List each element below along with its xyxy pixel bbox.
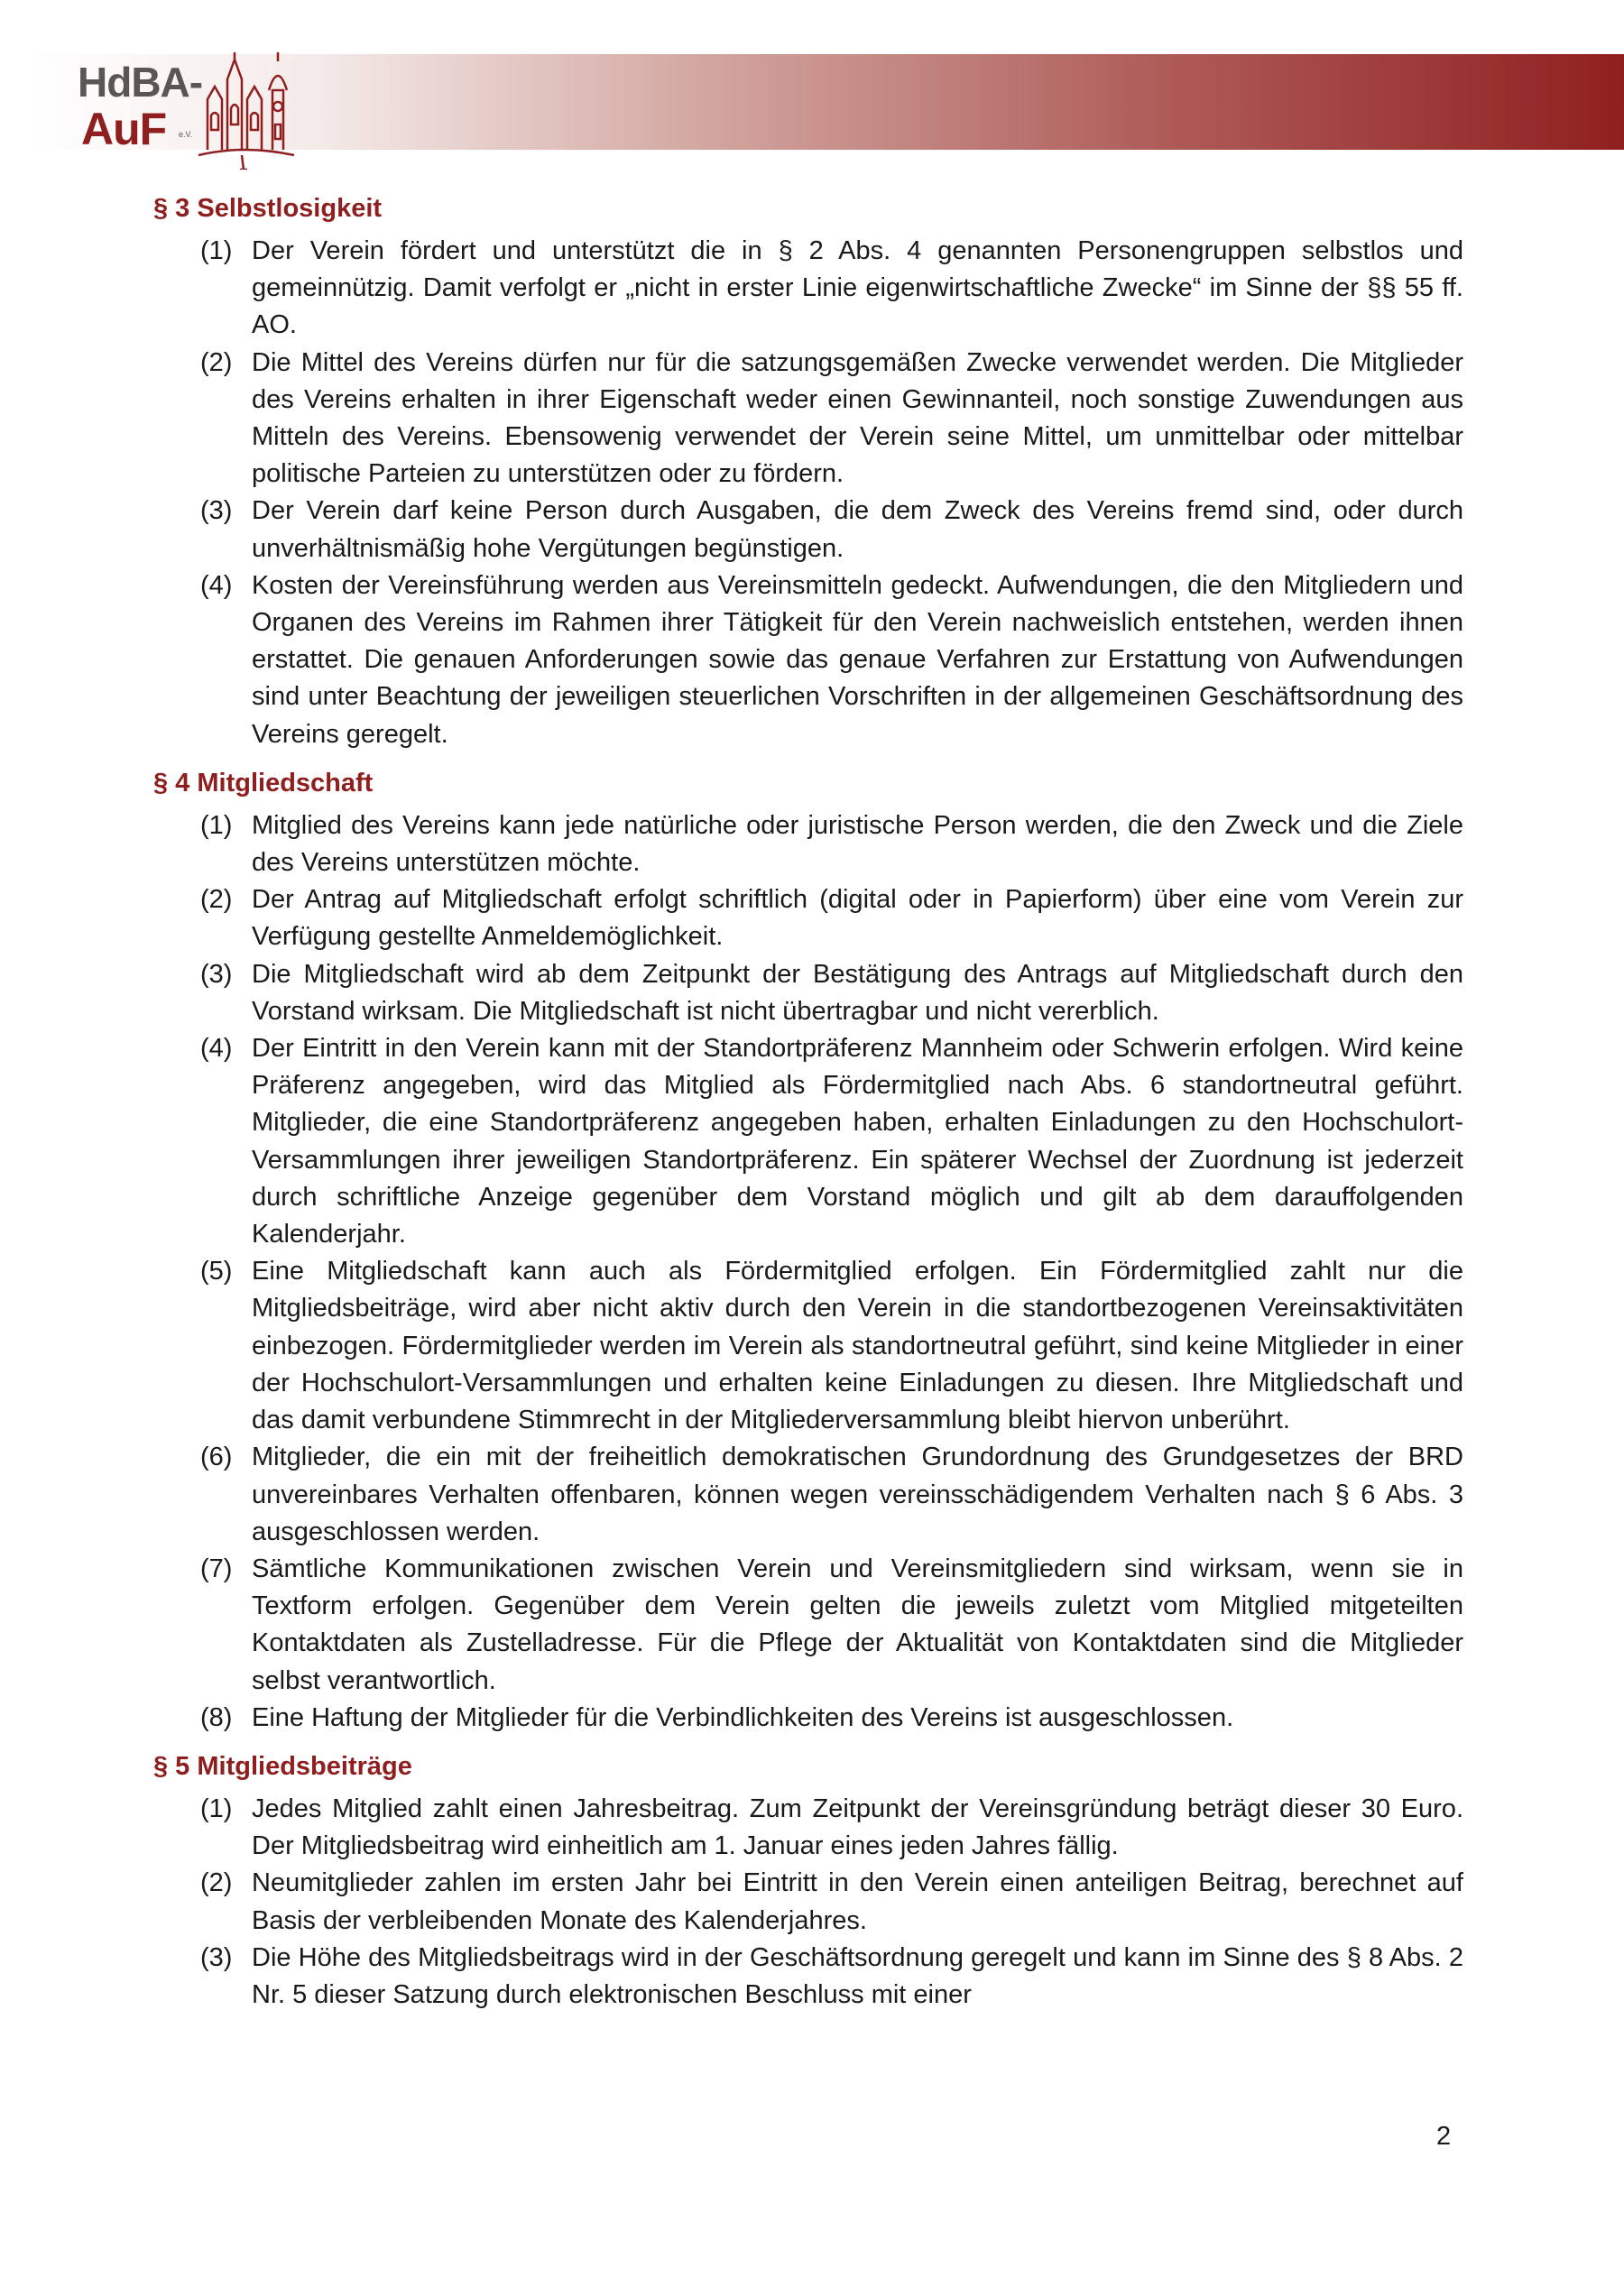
item-number: (3) [200, 496, 233, 526]
document-body [153, 186, 1463, 2021]
list-item [153, 567, 1463, 753]
item-number: (1) [200, 1793, 233, 1823]
list-item [153, 493, 1463, 567]
item-text: Eine Haftung der Mitglieder für die Verbindlichkeiten des Vereins ist ausgeschlossen. [252, 1702, 1234, 1732]
item-text: Der Verein darf keine Person durch Ausgaben, die dem Zweck des Vereins fremd sind, oder durch unverhältnismäßig hohe Vergütungen begünstigen. [252, 496, 1463, 563]
section-4 [153, 761, 1463, 1737]
section-heading: § 3 Selbstlosigkeit [153, 194, 383, 223]
item-number: (1) [200, 236, 233, 265]
item-text: Die Mittel des Vereins dürfen nur für die satzungsgemäßen Zwecke verwendet werden. Die Mitglieder des Vereins erhalten in ihrer Eigenschaft weder einen Gewinnanteil, noch sonstige Zuwendungen aus Mitteln des Vereins. Ebensowenig verwendet der Verein seine Mittel, um unmittelbar oder mittelbar politische Parteien zu unterstützen oder zu fördern. [252, 347, 1463, 489]
item-number: (2) [200, 885, 233, 915]
item-text: Eine Mitgliedschaft kann auch als Fördermitglied erfolgen. Ein Fördermitglied zahlt nur die Mitgliedsbeiträge, wird aber nicht aktiv durch den Verein in die standortbezogenen Vereinsaktivitäten einbezogen. Fördermitglieder werden im Verein als standortneutral geführt, sind keine Mitglieder in einer der Hochschulort-Versammlungen und erhalten keine Einladungen zu diesen. Ihre Mitgliedschaft und das damit verbundene Stimmrecht in der Mitgliederversammlung bleibt hiervon unberührt. [252, 1257, 1463, 1435]
item-text: Mitglied des Vereins kann jede natürliche oder juristische Person werden, die den Zweck und die Ziele des Vereins unterstützen möchte. [252, 810, 1463, 878]
logo-text-suffix: e.V. [179, 130, 193, 139]
list-item [153, 345, 1463, 493]
item-text: Der Verein fördert und unterstützt die in § 2 Abs. 4 genannten Personengruppen selbstlos und gemeinnützig. Damit verfolgt er „nicht in erster Linie eigenwirtschaftliche Zwecke“ im Sinne der §§ 55 ff. AO. [252, 236, 1463, 340]
item-number: (4) [200, 1034, 233, 1064]
list-item [153, 1253, 1463, 1439]
paragraph-list [153, 233, 1463, 753]
list-item [153, 881, 1463, 955]
list-item [153, 1700, 1463, 1737]
list-item [153, 1940, 1463, 2014]
item-number: (3) [200, 1942, 233, 1972]
section-5 [153, 1744, 1463, 2014]
list-item [153, 807, 1463, 881]
section-heading: § 5 Mitgliedsbeiträge [153, 1751, 412, 1781]
list-item [153, 233, 1463, 345]
item-number: (1) [200, 810, 233, 840]
item-number: (5) [200, 1257, 233, 1286]
item-text: Mitglieder, die ein mit der freiheitlich demokratischen Grundordnung des Grundgesetzes der BRD unvereinbares Verhalten offenbaren, können wegen vereinsschädigendem Verhalten nach § 6 Abs. 3 ausgeschlossen werden. [252, 1443, 1463, 1546]
item-number: (2) [200, 1868, 233, 1898]
item-text: Die Mitgliedschaft wird ab dem Zeitpunkt der Bestätigung des Antrags auf Mitgliedschaft durch den Vorstand wirksam. Die Mitgliedschaft ist nicht übertragbar und nicht vererblich. [252, 959, 1463, 1026]
logo-text-line1: HdBA- [78, 59, 203, 106]
item-number: (2) [200, 347, 233, 377]
list-item [153, 1791, 1463, 1865]
item-number: (3) [200, 959, 233, 989]
section-heading: § 4 Mitgliedschaft [153, 768, 374, 798]
item-number: (4) [200, 570, 233, 600]
list-item [153, 1439, 1463, 1551]
paragraph-list [153, 807, 1463, 1737]
list-item [153, 1865, 1463, 1939]
section-3 [153, 186, 1463, 753]
item-text: Jedes Mitglied zahlt einen Jahresbeitrag. Zum Zeitpunkt der Vereinsgründung beträgt dieser 30 Euro. Der Mitgliedsbeitrag wird einheitlich am 1. Januar eines jeden Jahres fällig. [252, 1793, 1463, 1861]
item-text: Sämtliche Kommunikationen zwischen Verein und Vereinsmitgliedern sind wirksam, wenn sie in Textform erfolgen. Gegenüber dem Verein gelten die jeweils zuletzt vom Mitglied mitgeteilten Kontaktdaten als Zustelladresse. Für die Pflege der Aktualität von Kontaktdaten sind die Mitglieder selbst verantwortlich. [252, 1554, 1463, 1695]
logo-text-line2: AuF [81, 104, 167, 154]
logo [72, 43, 307, 170]
page-number: 2 [1436, 2122, 1452, 2151]
list-item [153, 956, 1463, 1030]
item-text: Der Eintritt in den Verein kann mit der Standortpräferenz Mannheim oder Schwerin erfolgen. Wird keine Präferenz angegeben, wird das Mitglied als Fördermitglied nach Abs. 6 standortneutral geführt. Mitglieder, die eine Standortpräferenz angegeben haben, erhalten Einladungen zu den Hochschulort-Versammlungen ihrer jeweiligen Standortpräferenz. Ein späterer Wechsel der Zuordnung ist jederzeit durch schriftliche Anzeige gegenüber dem Vorstand möglich und gilt ab dem darauffolgenden Kalenderjahr. [252, 1034, 1463, 1249]
paragraph-list [153, 1791, 1463, 2014]
item-number: (6) [200, 1443, 233, 1472]
item-text: Der Antrag auf Mitgliedschaft erfolgt schriftlich (digital oder in Papierform) über eine vom Verein zur Verfügung gestellte Anmeldemöglichkeit. [252, 885, 1463, 952]
list-item [153, 1030, 1463, 1253]
item-number: (7) [200, 1554, 233, 1583]
item-text: Die Höhe des Mitgliedsbeitrags wird in der Geschäftsordnung geregelt und kann im Sinne des § 8 Abs. 2 Nr. 5 dieser Satzung durch elektronischen Beschluss mit einer [252, 1942, 1463, 2009]
item-text: Kosten der Vereinsführung werden aus Vereinsmitteln gedeckt. Aufwendungen, die den Mitgliedern und Organen des Vereins im Rahmen ihrer Tätigkeit für den Verein nachweislich entstehen, werden ihnen erstattet. Die genauen Anforderungen sowie das genaue Verfahren zur Erstattung von Aufwendungen sind unter Beachtung der jeweiligen steuerlichen Vorschriften in der allgemeinen Geschäftsordnung des Vereins geregelt. [252, 570, 1463, 749]
item-text: Neumitglieder zahlen im ersten Jahr bei Eintritt in den Verein einen anteiligen Beitrag, berechnet auf Basis der verbleibenden Monate des Kalenderjahres. [252, 1868, 1463, 1935]
item-number: (8) [200, 1702, 233, 1732]
list-item [153, 1551, 1463, 1700]
